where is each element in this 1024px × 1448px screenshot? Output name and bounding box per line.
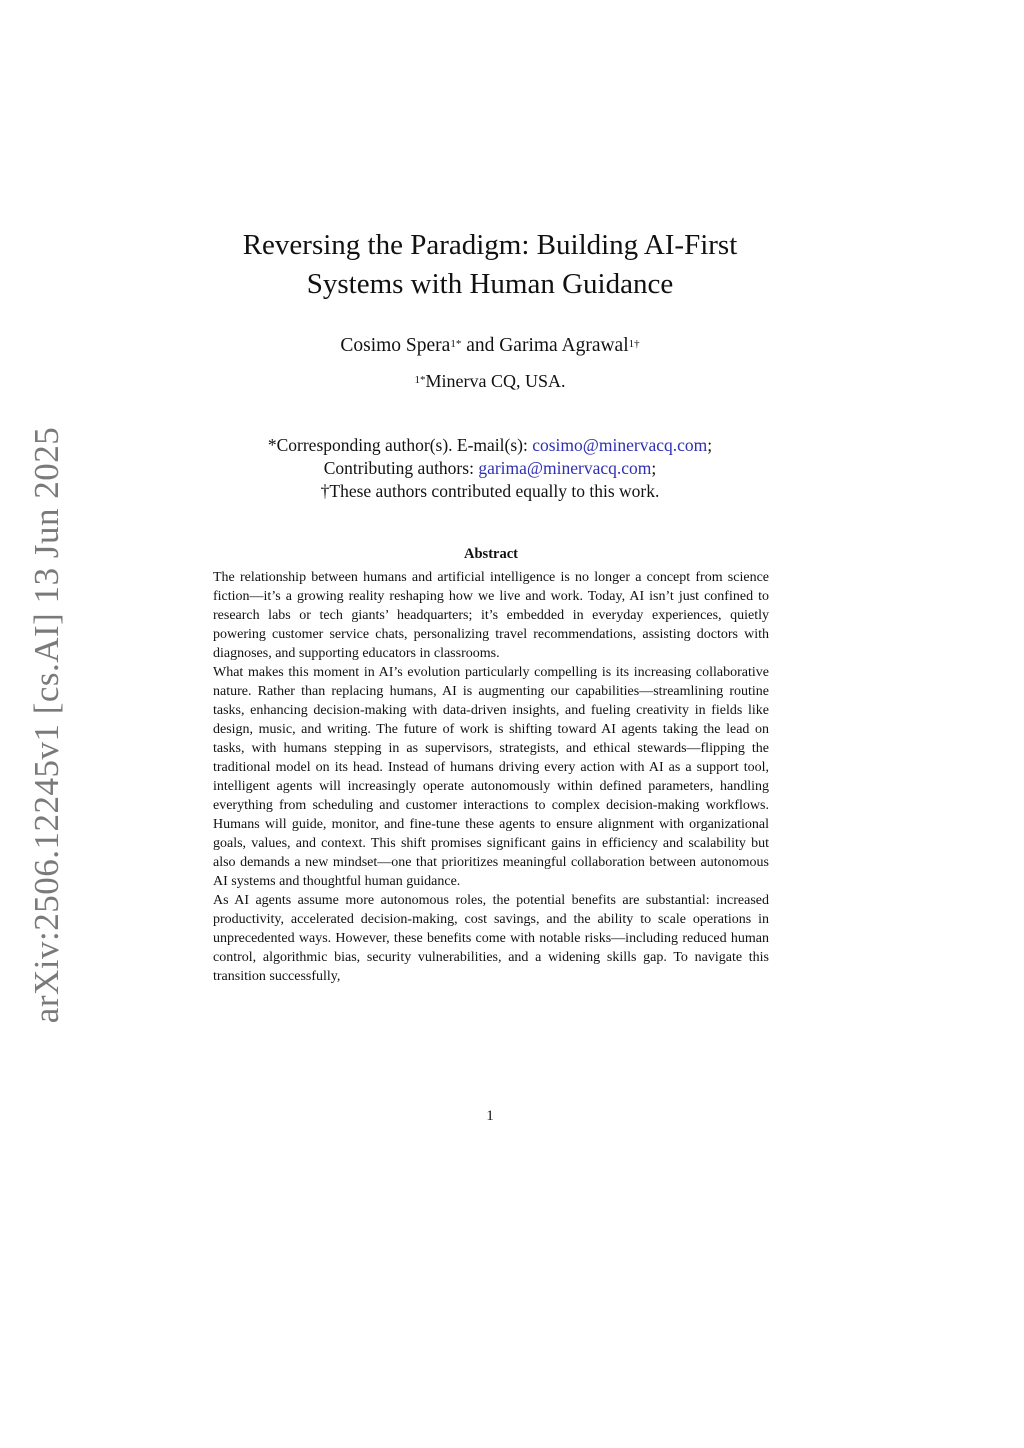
corresponding-author-line	[160, 434, 820, 457]
author-1-affiliation-mark: 1*	[450, 338, 462, 350]
affiliation-mark: 1*	[414, 374, 426, 386]
contact-block	[160, 434, 820, 503]
author-1-name: Cosimo Spera	[340, 335, 451, 356]
separator-1: ;	[707, 435, 713, 455]
author-list	[160, 333, 820, 359]
paper-title	[160, 226, 820, 304]
equal-contribution-text: These authors contributed equally to this work.	[329, 481, 660, 501]
equal-contribution-line	[160, 480, 820, 503]
paper-title-line-2: Systems with Human Guidance	[306, 268, 674, 300]
author-2-affiliation-mark: 1†	[628, 338, 640, 350]
contributing-email-link[interactable]: garima@minervacq.com	[478, 458, 652, 478]
contributing-authors-label: Contributing authors:	[323, 458, 474, 478]
contributing-authors-line	[160, 457, 820, 480]
abstract-paragraph-1: The relationship between humans and artificial intelligence is no longer a concept from science fiction—it’s a growing reality reshaping how we live and work. Today, AI isn’t just confined to research labs or tech giants’ headquarters; it’s embedded in everyday experiences, quietly powering customer service chats, personalizing travel recommendations, assisting doctors with diagnoses, and supporting educators in classrooms.	[213, 570, 769, 661]
abstract-paragraph-2: What makes this moment in AI’s evolution particularly compelling is its increasing collaborative nature. Rather than replacing humans, AI is augmenting our capabilities—streamlining routine tasks, enhancing decision-making with data-driven insights, and fueling creativity in fields like design, music, and writing. The future of work is shifting toward AI agents taking the lead on tasks, with humans stepping in as supervisors, strategists, and ethical stewards—flipping the traditional model on its head. Instead of humans driving every action with AI as a support tool, intelligent agents will increasingly operate autonomously within defined parameters, handling everything from scheduling and customer interactions to complex decision-making workflows. Humans will guide, monitor, and fine-tune these agents to ensure alignment with organizational goals, values, and context. This shift promises significant gains in efficiency and scalability but also demands a new mindset—one that prioritizes meaningful collaboration between autonomous AI systems and thoughtful human guidance.	[213, 665, 769, 889]
author-conjunction: and	[466, 335, 495, 356]
abstract-heading: Abstract	[464, 546, 518, 562]
page-number: 1	[486, 1108, 494, 1124]
affiliation-text: Minerva CQ, USA.	[425, 371, 566, 391]
corresponding-email-link[interactable]: cosimo@minervacq.com	[532, 435, 708, 455]
paper-title-line-1: Reversing the Paradigm: Building AI-First	[242, 229, 738, 261]
separator-2: ;	[651, 458, 657, 478]
abstract-body	[213, 568, 769, 986]
dagger-mark: †	[320, 481, 330, 501]
arxiv-identifier-stamp: arXiv:2506.12245v1 [cs.AI] 13 Jun 2025	[27, 426, 66, 1024]
affiliation	[160, 369, 820, 393]
author-2-name: Garima Agrawal	[499, 335, 629, 356]
abstract-paragraph-3: As AI agents assume more autonomous roles, the potential benefits are substantial: increased productivity, accelerated decision-making, cost savings, and the ability to scale operations in unprecedented ways. However, these benefits come with notable risks—including reduced human control, algorithmic bias, security vulnerabilities, and a widening skills gap. To navigate this transition successfully,	[213, 893, 769, 984]
corresponding-author-label: *Corresponding author(s). E-mail(s):	[267, 435, 528, 455]
